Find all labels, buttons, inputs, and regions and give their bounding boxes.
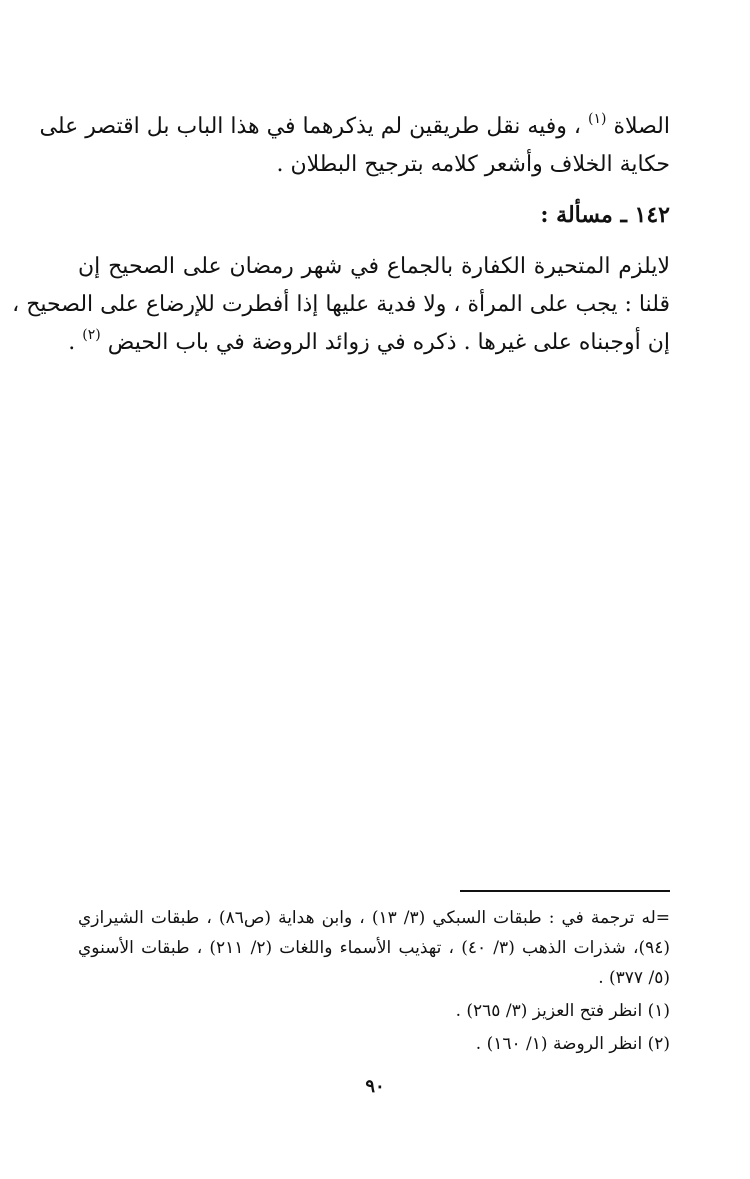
paragraph-1-line-1-after: ، وفيه نقل طريقين لم يذكرهما في هذا الباب بل اقتصر على <box>39 114 581 139</box>
footnote-ref-2: (٢) <box>82 327 101 343</box>
footnote-separator <box>460 890 670 892</box>
footnote-ref-1: (١) <box>587 111 607 127</box>
footnote-continuation-line-1: =له ترجمة في : طبقات السبكي (٣/ ١٣) ، وابن هداية (ص٨٦) ، طبقات الشيرازي <box>78 908 671 928</box>
paragraph-1-line-1-before: الصلاة <box>613 114 670 139</box>
page-number: ٩٠ <box>365 1076 385 1097</box>
section-heading: ١٤٢ ـ مسألة : <box>540 202 670 228</box>
paragraph-2-line-3 <box>68 327 670 358</box>
footnote-continuation-line-2: (٩٤)، شذرات الذهب (٣/ ٤٠) ، تهذيب الأسماء واللغات (٢/ ٢١١) ، طبقات الأسنوي <box>78 938 670 958</box>
paragraph-2-line-3-after: . <box>68 330 76 355</box>
paragraph-2-line-3-before: إن أوجبناه على غيرها . ذكره في زوائد الروضة في باب الحيض <box>107 330 670 355</box>
paragraph-1-line-2: حكاية الخلاف وأشعر كلامه بترجيح البطلان . <box>276 152 670 177</box>
footnote-2: (٢) انظر الروضة (١/ ١٦٠) . <box>475 1034 670 1054</box>
paragraph-2-line-1: لايلزم المتحيرة الكفارة بالجماع في شهر رمضان على الصحيح إن <box>78 254 670 279</box>
footnote-1: (١) انظر فتح العزيز (٣/ ٢٦٥) . <box>455 1001 670 1021</box>
paragraph-1-line-1 <box>39 111 670 142</box>
paragraph-2-line-2: قلنا : يجب على المرأة ، ولا فدية عليها إذا أفطرت للإرضاع على الصحيح ، <box>12 292 670 317</box>
footnote-continuation-line-3: (٥/ ٣٧٧) . <box>598 968 670 988</box>
